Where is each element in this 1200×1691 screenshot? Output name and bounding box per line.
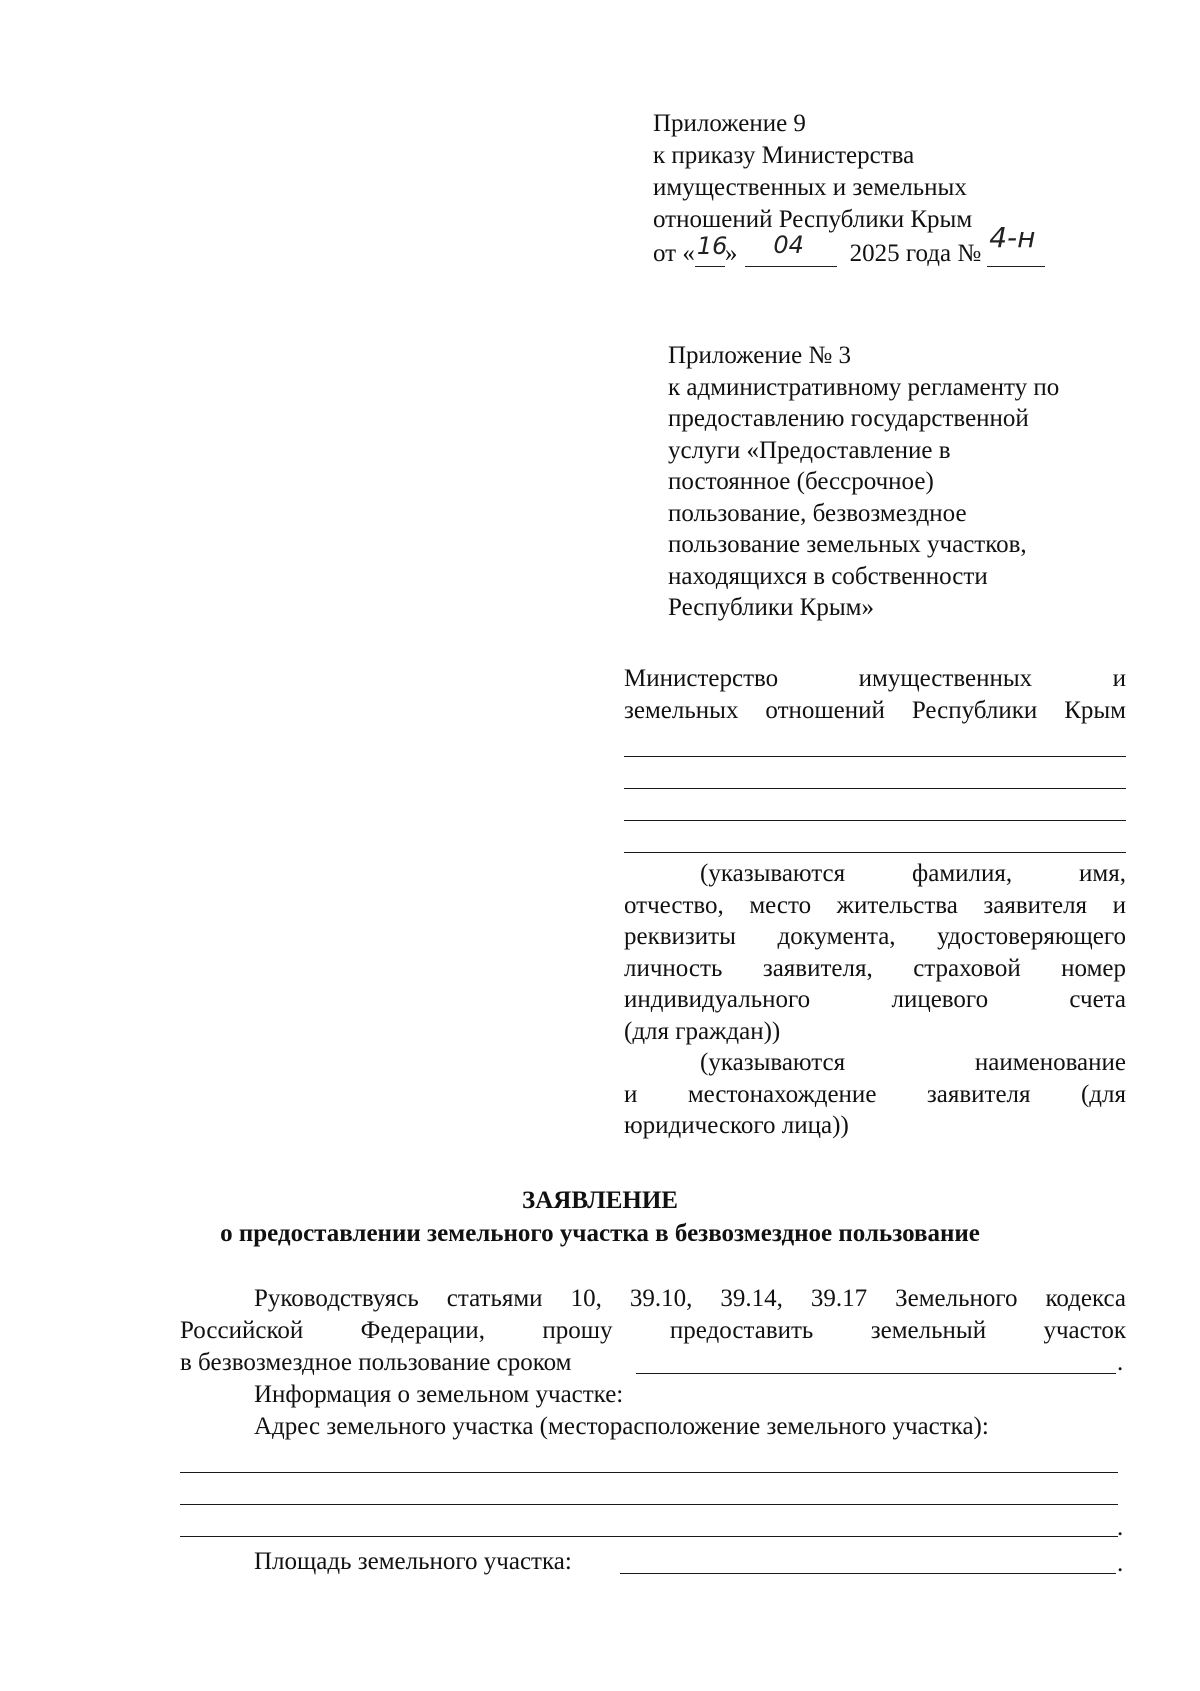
address-blank-line[interactable] — [180, 1536, 1118, 1537]
appendix9-ministry-line-2: отношений Республики Крым — [653, 206, 973, 233]
appendix3-line: находящихся в собственности — [668, 562, 988, 590]
order-number-field — [987, 221, 1045, 270]
note-line: реквизиты документа, удостоверяющего — [624, 923, 1126, 950]
term-blank-line[interactable] — [636, 1373, 1116, 1374]
applicant-blank-line[interactable] — [624, 756, 1126, 757]
address-period: . — [1117, 1514, 1124, 1541]
date-month-handwritten: 04 — [773, 231, 804, 259]
applicant-blank-line[interactable] — [624, 788, 1126, 789]
applicant-note-person — [624, 858, 1126, 1047]
date-month-field — [745, 231, 837, 270]
appendix3-line: пользование, безвозмездное — [668, 499, 967, 527]
area-period: . — [1117, 1550, 1124, 1577]
applicant-blank-line[interactable] — [624, 820, 1126, 821]
addressee-line-2: земельных отношений Республики Крым — [624, 696, 1126, 724]
document-title: ЗАЯВЛЕНИЕ — [522, 1187, 678, 1214]
date-day-handwritten: 16 — [696, 232, 728, 260]
body-line-3: в безвозмездное пользование сроком — [180, 1349, 572, 1376]
date-day-field — [695, 232, 728, 270]
document-subtitle: о предоставлении земельного участка в безвозмездное пользование — [220, 1220, 980, 1247]
address-label: Адрес земельного участка (месторасположение земельного участка): — [254, 1413, 989, 1440]
note-line: (указываются наименование — [700, 1049, 1126, 1076]
appendix3-line: предоставлению государственной — [668, 405, 1029, 432]
address-blank-line[interactable] — [180, 1472, 1118, 1473]
date-close-quote: » — [724, 240, 738, 267]
info-label: Информация о земельном участке: — [254, 1381, 624, 1408]
area-blank-line[interactable] — [620, 1573, 1116, 1574]
order-number-handwritten: 4-н — [989, 221, 1036, 254]
body-line-1: Руководствуясь статьями 10, 39.10, 39.14, 39.17 Земельного кодекса — [254, 1285, 1126, 1312]
appendix3-line: Республики Крым» — [668, 594, 874, 621]
note-line: личность заявителя, страховой номер — [624, 954, 1126, 982]
addressee-line-1: Министерство имущественных и — [624, 665, 1126, 692]
term-period: . — [1117, 1349, 1124, 1376]
appendix3-line: пользование земельных участков, — [668, 531, 1027, 558]
note-line: отчество, место жительства заявителя и — [624, 891, 1126, 919]
appendix9-ministry-line: имущественных и земельных — [653, 174, 967, 201]
applicant-note-company — [624, 1047, 1126, 1142]
applicant-blank-line[interactable] — [624, 852, 1126, 853]
note-line: (для граждан)) — [624, 1017, 781, 1045]
note-line: индивидуального лицевого счета — [624, 986, 1126, 1013]
appendix3-line: к административному регламенту по — [668, 373, 1060, 401]
appendix3-line: Приложение № 3 — [668, 342, 852, 369]
appendix9-title: Приложение 9 — [653, 110, 806, 137]
appendix3-block — [668, 340, 1059, 624]
address-blank-line[interactable] — [180, 1504, 1118, 1505]
appendix9-order-line: к приказу Министерства — [653, 142, 915, 169]
note-line: и местонахождение заявителя (для — [624, 1080, 1126, 1108]
body-line-2: Российской Федерации, прошу предоставить земельный участок — [180, 1317, 1126, 1344]
note-line: (указываются фамилия, имя, — [700, 860, 1126, 887]
area-label: Площадь земельного участка: — [254, 1548, 572, 1575]
date-year: 2025 года № — [849, 240, 982, 267]
date-prefix: от « — [653, 240, 695, 267]
note-line: юридического лица)) — [624, 1112, 849, 1139]
appendix9-date-line — [653, 221, 1045, 270]
addressee-block — [624, 663, 1126, 726]
appendix3-line: постоянное (бессрочное) — [668, 468, 934, 495]
appendix3-line: услуги «Предоставление в — [668, 436, 951, 464]
